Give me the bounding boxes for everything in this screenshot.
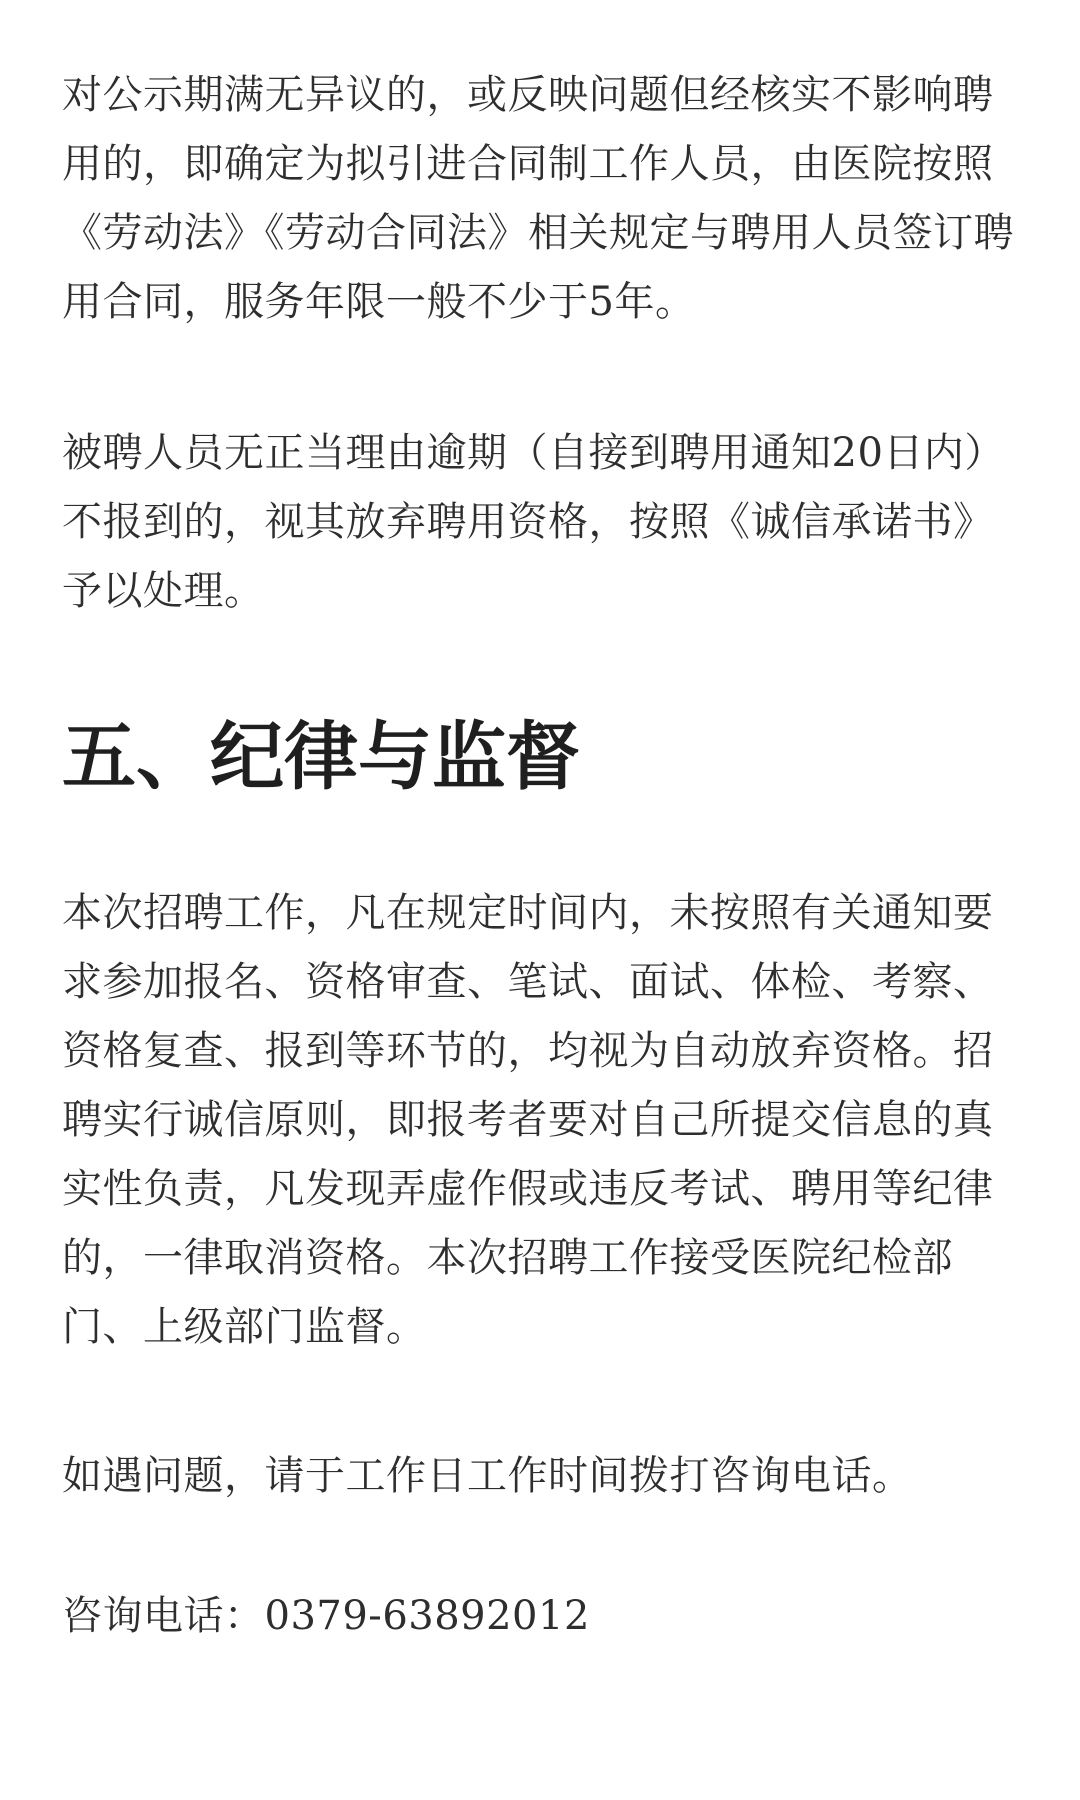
section-title-discipline: 五、纪律与监督	[62, 714, 580, 800]
paragraph-inquiry-note: 如遇问题，请于工作日工作时间拨打咨询电话。	[62, 1453, 913, 1499]
contact-phone-line	[62, 1582, 590, 1651]
paragraph-report-deadline: 被聘人员无正当理由逾期（自接到聘用通知20日内）不报到的，视其放弃聘用资格，按照《诚信承诺书》予以处理。	[62, 430, 1005, 614]
contact-phone-label: 咨询电话：	[62, 1593, 265, 1639]
paragraph-contract-signing: 对公示期满无异议的，或反映问题但经核实不影响聘用的，即确定为拟引进合同制工作人员，由医院按照《劳动法》《劳动合同法》相关规定与聘用人员签订聘用合同，服务年限一般不少于5年。	[62, 72, 1014, 325]
paragraph-discipline-rules: 本次招聘工作，凡在规定时间内，未按照有关通知要求参加报名、资格审查、笔试、面试、体检、考察、资格复查、报到等环节的，均视为自动放弃资格。招聘实行诚信原则，即报考者要对自己所提交信息的真实性负责，凡发现弄虚作假或违反考试、聘用等纪律的，一律取消资格。本次招聘工作接受医院纪检部门、上级部门监督。	[62, 890, 994, 1350]
contact-phone-number[interactable]: 0379-63892012	[264, 1593, 590, 1639]
